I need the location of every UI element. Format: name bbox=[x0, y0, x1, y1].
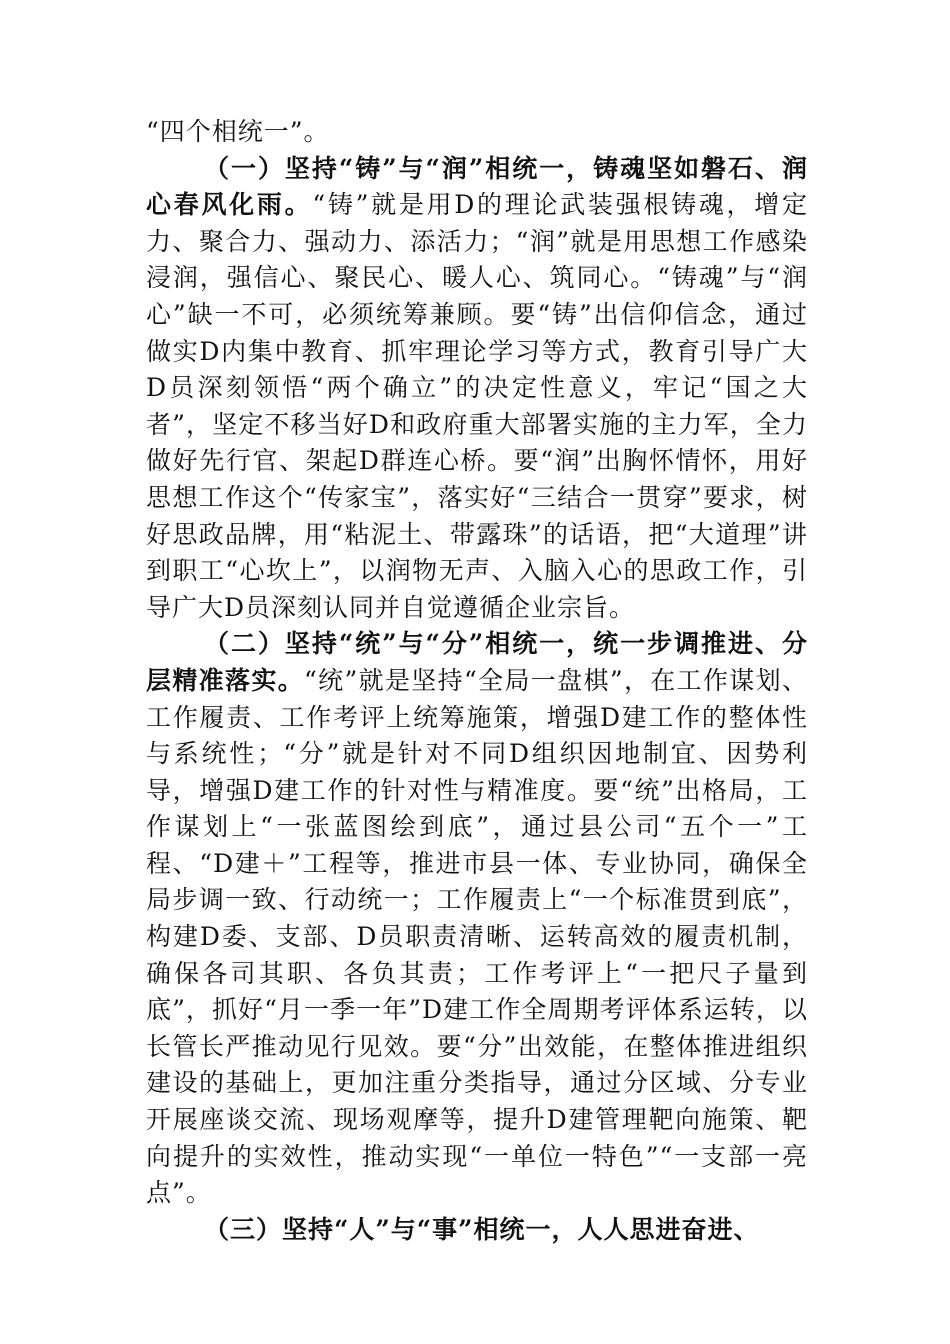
paragraph-section-2 bbox=[146, 626, 808, 1212]
section-heading: （三）坚持“人”与“事”相统一，人人思进奋进、 bbox=[204, 1214, 760, 1244]
paragraph-body: “统”就是坚持“全局一盘棋”，在工作谋划、工作履责、工作考评上统筹施策，增强D建工作的整体性与系统性；“分”就是针对不同D组织因地制宜、因势利导，增强D建工作的针对性与精准度。要“统”出格局，工作谋划上“一张蓝图绘到底”，通过县公司“五个一”工程、“D建＋”工程等，推进市县一体、专业协同，确保全局步调一致、行动统一；工作履责上“一个标准贯到底”，构建D委、支部、D员职责清晰、运转高效的履责机制，确保各司其职、各负其责；工作考评上“一把尺子量到底”，抓好“月一季一年”D建工作全周期考评体系运转，以长管长严推动见行见效。要“分”出效能，在整体推进组织建设的基础上，更加注重分类指导，通过分区域、分专业开展座谈交流、现场观摩等，提升D建管理靶向施策、靶向提升的实效性，推动实现“一单位一特色”“一支部一亮点”。 bbox=[146, 665, 808, 1208]
paragraph-body: “四个相统一”。 bbox=[146, 117, 330, 146]
document-page bbox=[146, 114, 808, 1248]
paragraph-section-1 bbox=[146, 151, 808, 627]
paragraph-intro-tail bbox=[146, 114, 808, 151]
paragraph-section-3 bbox=[146, 1212, 808, 1249]
section-heading: （一）坚持“铸”与“润”相统一，铸魂坚如磐石、润心春风化雨。 bbox=[146, 153, 808, 220]
paragraph-body: “铸”就是用D的理论武装强根铸魂，增定力、聚合力、强动力、添活力；“润”就是用思想工作感染浸润，强信心、聚民心、暖人心、筑同心。“铸魂”与“润心”缺一不可，必须统筹兼顾。要“铸”出信仰信念，通过做实D内集中教育、抓牢理论学习等方式，教育引导广大D员深刻领悟“两个确立”的决定性意义，牢记“国之大者”，坚定不移当好D和政府重大部署实施的主力军，全力做好先行官、架起D群连心桥。要“润”出胸怀情怀，用好思想工作这个“传家宝”，落实好“三结合一贯穿”要求，树好思政品牌，用“粘泥土、带露珠”的话语，把“大道理”讲到职工“心坎上”，以润物无声、入脑入心的思政工作，引导广大D员深刻认同并自觉遵循企业宗旨。 bbox=[146, 190, 808, 622]
section-heading: （二）坚持“统”与“分”相统一，统一步调推进、分层精准落实。 bbox=[146, 629, 808, 695]
